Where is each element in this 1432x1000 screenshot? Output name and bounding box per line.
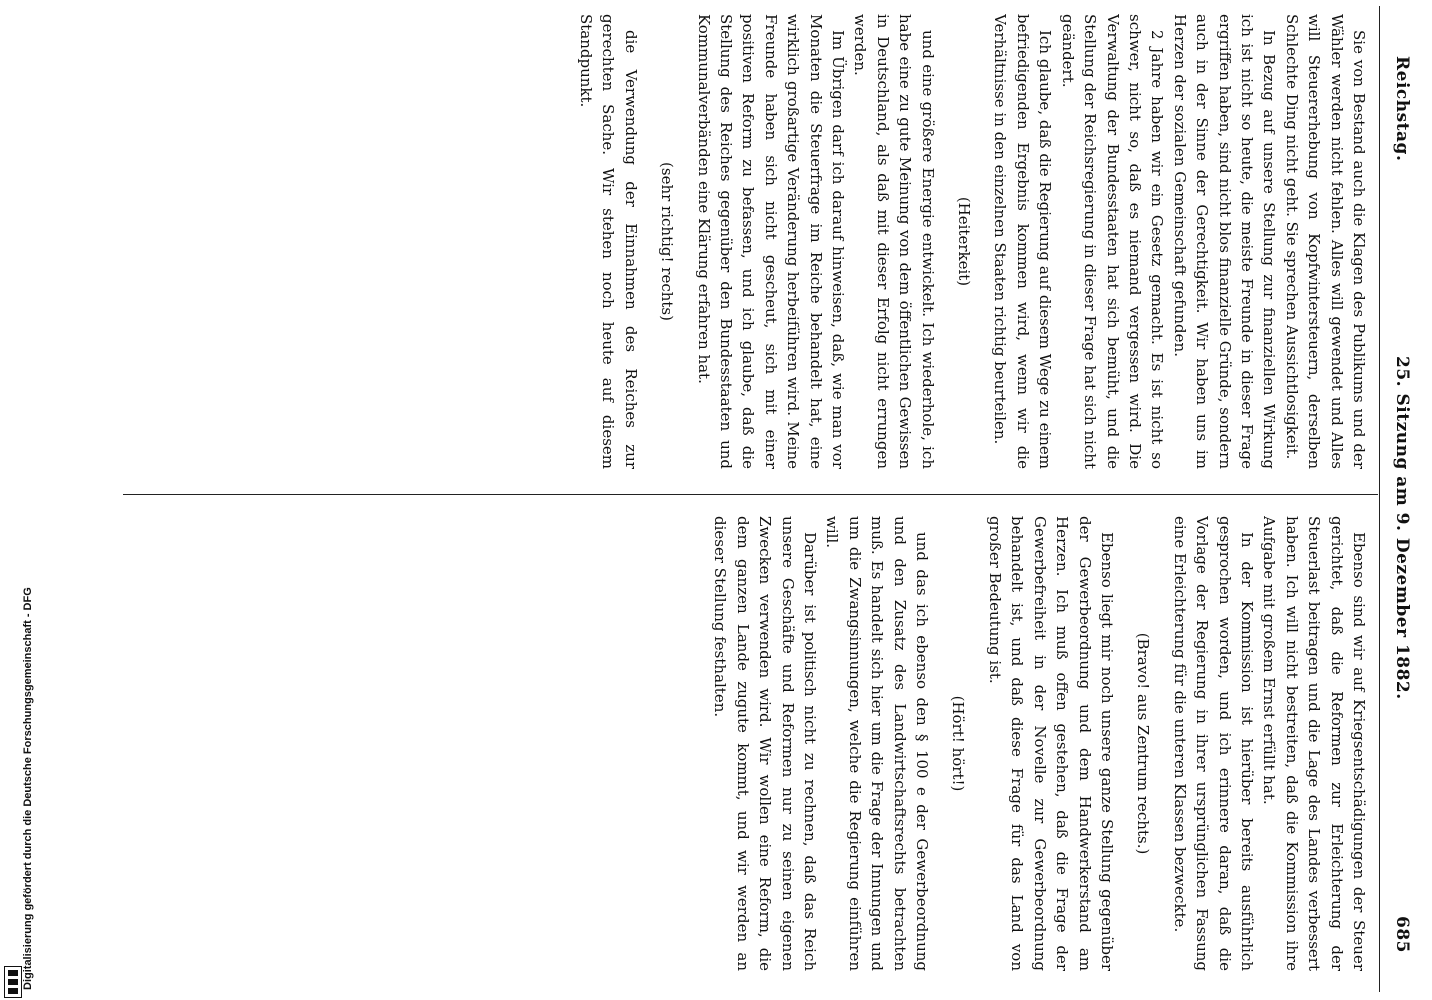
- right-column: [130, 516, 1370, 971]
- left-column: [130, 14, 1370, 469]
- paragraph: Ebenso liegt mir noch unsere ganze Stellung gegenüber der Gewerbeordnung und dem Handwerkerstand am Herzen. Ich muß offen gestehen, daß die Frage der Gewerbefreiheit in der Novelle zur Gewerbeordnung behandelt ist, und daß diese Frage für das Land von großer Bedeutung ist.: [985, 516, 1116, 971]
- page-header: [1379, 6, 1416, 992]
- column-divider: [123, 494, 1378, 495]
- paragraph: Sie von Bestand auch die Klagen des Publikums und der Wähler werden nicht fehlen. Alles will gewendet und Alles will Steuererhebung von Kopfwintersteuern, derselben Schlechte Ding nicht geht. Sie sprechen Aussichtlosigkeit.: [1282, 14, 1368, 469]
- header-page-number: 685: [1392, 916, 1412, 953]
- paragraph: Darüber ist politisch nicht zu rechnen, daß das Reich unsere Geschäfte und Reformen nur zu seinen eigenen Zwecken verwenden wird. Wir wollen eine Reform, die dem ganzen Lande zugute kommt, und wir werden an dieser Stellung festhalten.: [711, 516, 820, 971]
- paragraph: und eine größere Energie entwickelt. Ich wiederhole, ich habe eine zu gute Meinung von dem öffentlichen Gewissen in Deutschland, als daß mit dieser Erfolg nicht errungen werden.: [851, 14, 937, 469]
- rotated-page-content: [116, 6, 1416, 992]
- header-section: Reichstag.: [1392, 56, 1412, 162]
- interjection-note: (Heiterkeit): [955, 196, 974, 287]
- paragraph: die Verwendung der Einnahmen des Reiches zur gerechten Sache. Wir stehen noch heute auf diesem Standpunkt.: [577, 14, 640, 469]
- interjection-note: (sehr richtig! rechts): [658, 162, 677, 321]
- digitization-credit-text: Digitalisierung gefördert durch die Deutsche Forschungsgemeinschaft - DFG: [22, 587, 34, 990]
- paragraph: Im Übrigen darf ich darauf hinweisen, daß, wie man vor Monaten die Steuerfrage im Reiche behandelt hat, eine wirklich großartige Veränderung herbeiführen wird. Meine Freunde haben sich nicht gescheut, sich mit einer positiven Reform zu befassen, und ich glaube, daß die Stellung des Reiches gegenüber den Bundesstaaten und Kommunalverbänden eine Klärung erfahren hat.: [694, 14, 848, 469]
- interjection-note: (Hört! hört!): [949, 695, 968, 792]
- paragraph: Ebenso sind wir auf Kriegsentschädigungen der Steuer gerichtet, daß die Reformen zur Erleichterung der Steuerlast beitragen und die Lage des Landes verbessert haben. Ich will nicht bestreiten, daß die Kommission ihre Aufgabe mit großem Ernst erfüllt hat.: [1260, 516, 1368, 971]
- interjection-note: (Bravo! aus Zentrum rechts.): [1134, 632, 1153, 855]
- header-session-title: 25. Sitzung am 9. Dezember 1882.: [1392, 356, 1412, 700]
- paragraph: 2 Jahre haben wir ein Gesetz gemacht. Es ist nicht so schwer, nicht so, daß es niemand vergessen wird. Die Verwaltung der Bundesstaaten hat sich bemüht, und die Stellung der Reichsregierung in dieser Frage hat sich nicht geändert.: [1058, 14, 1167, 469]
- paragraph: In der Kommission ist hierüber bereits ausführlich gesprochen worden, und ich erinnere daran, daß die Vorlage der Regierung in ihrer ursprünglichen Fassung eine Erleichterung für die unteren Klassen bezweckte.: [1170, 516, 1256, 971]
- paragraph: und das ich ebenso den § 100 e der Gewerbeordnung und den Zusatz des Landwirtschaftsrechts betrachten muß. Es handelt sich hier um die Frage der Innungen und um die Zwangsinnungen, welche die Regierung einführen will.: [823, 516, 932, 971]
- dfg-logo-icon: [4, 966, 22, 998]
- paragraph: Ich glaube, daß die Regierung auf diesem Wege zu einem befriedigenden Ergebnis kommen wird, wenn wir die Verhältnisse in den einzelnen Staaten richtig beurteilen.: [991, 14, 1055, 469]
- paragraph: In Bezug auf unsere Stellung zur finanziellen Wirkung ich ist nicht so heute, die meiste Freunde in dieser Frage ergriffen haben, sind nicht blos finanzielle Gründe, sondern auch in der Sinne der Gerechtigkeit. Wir haben uns im Herzen der sozialen Gemeinschaft gefunden.: [1170, 14, 1279, 469]
